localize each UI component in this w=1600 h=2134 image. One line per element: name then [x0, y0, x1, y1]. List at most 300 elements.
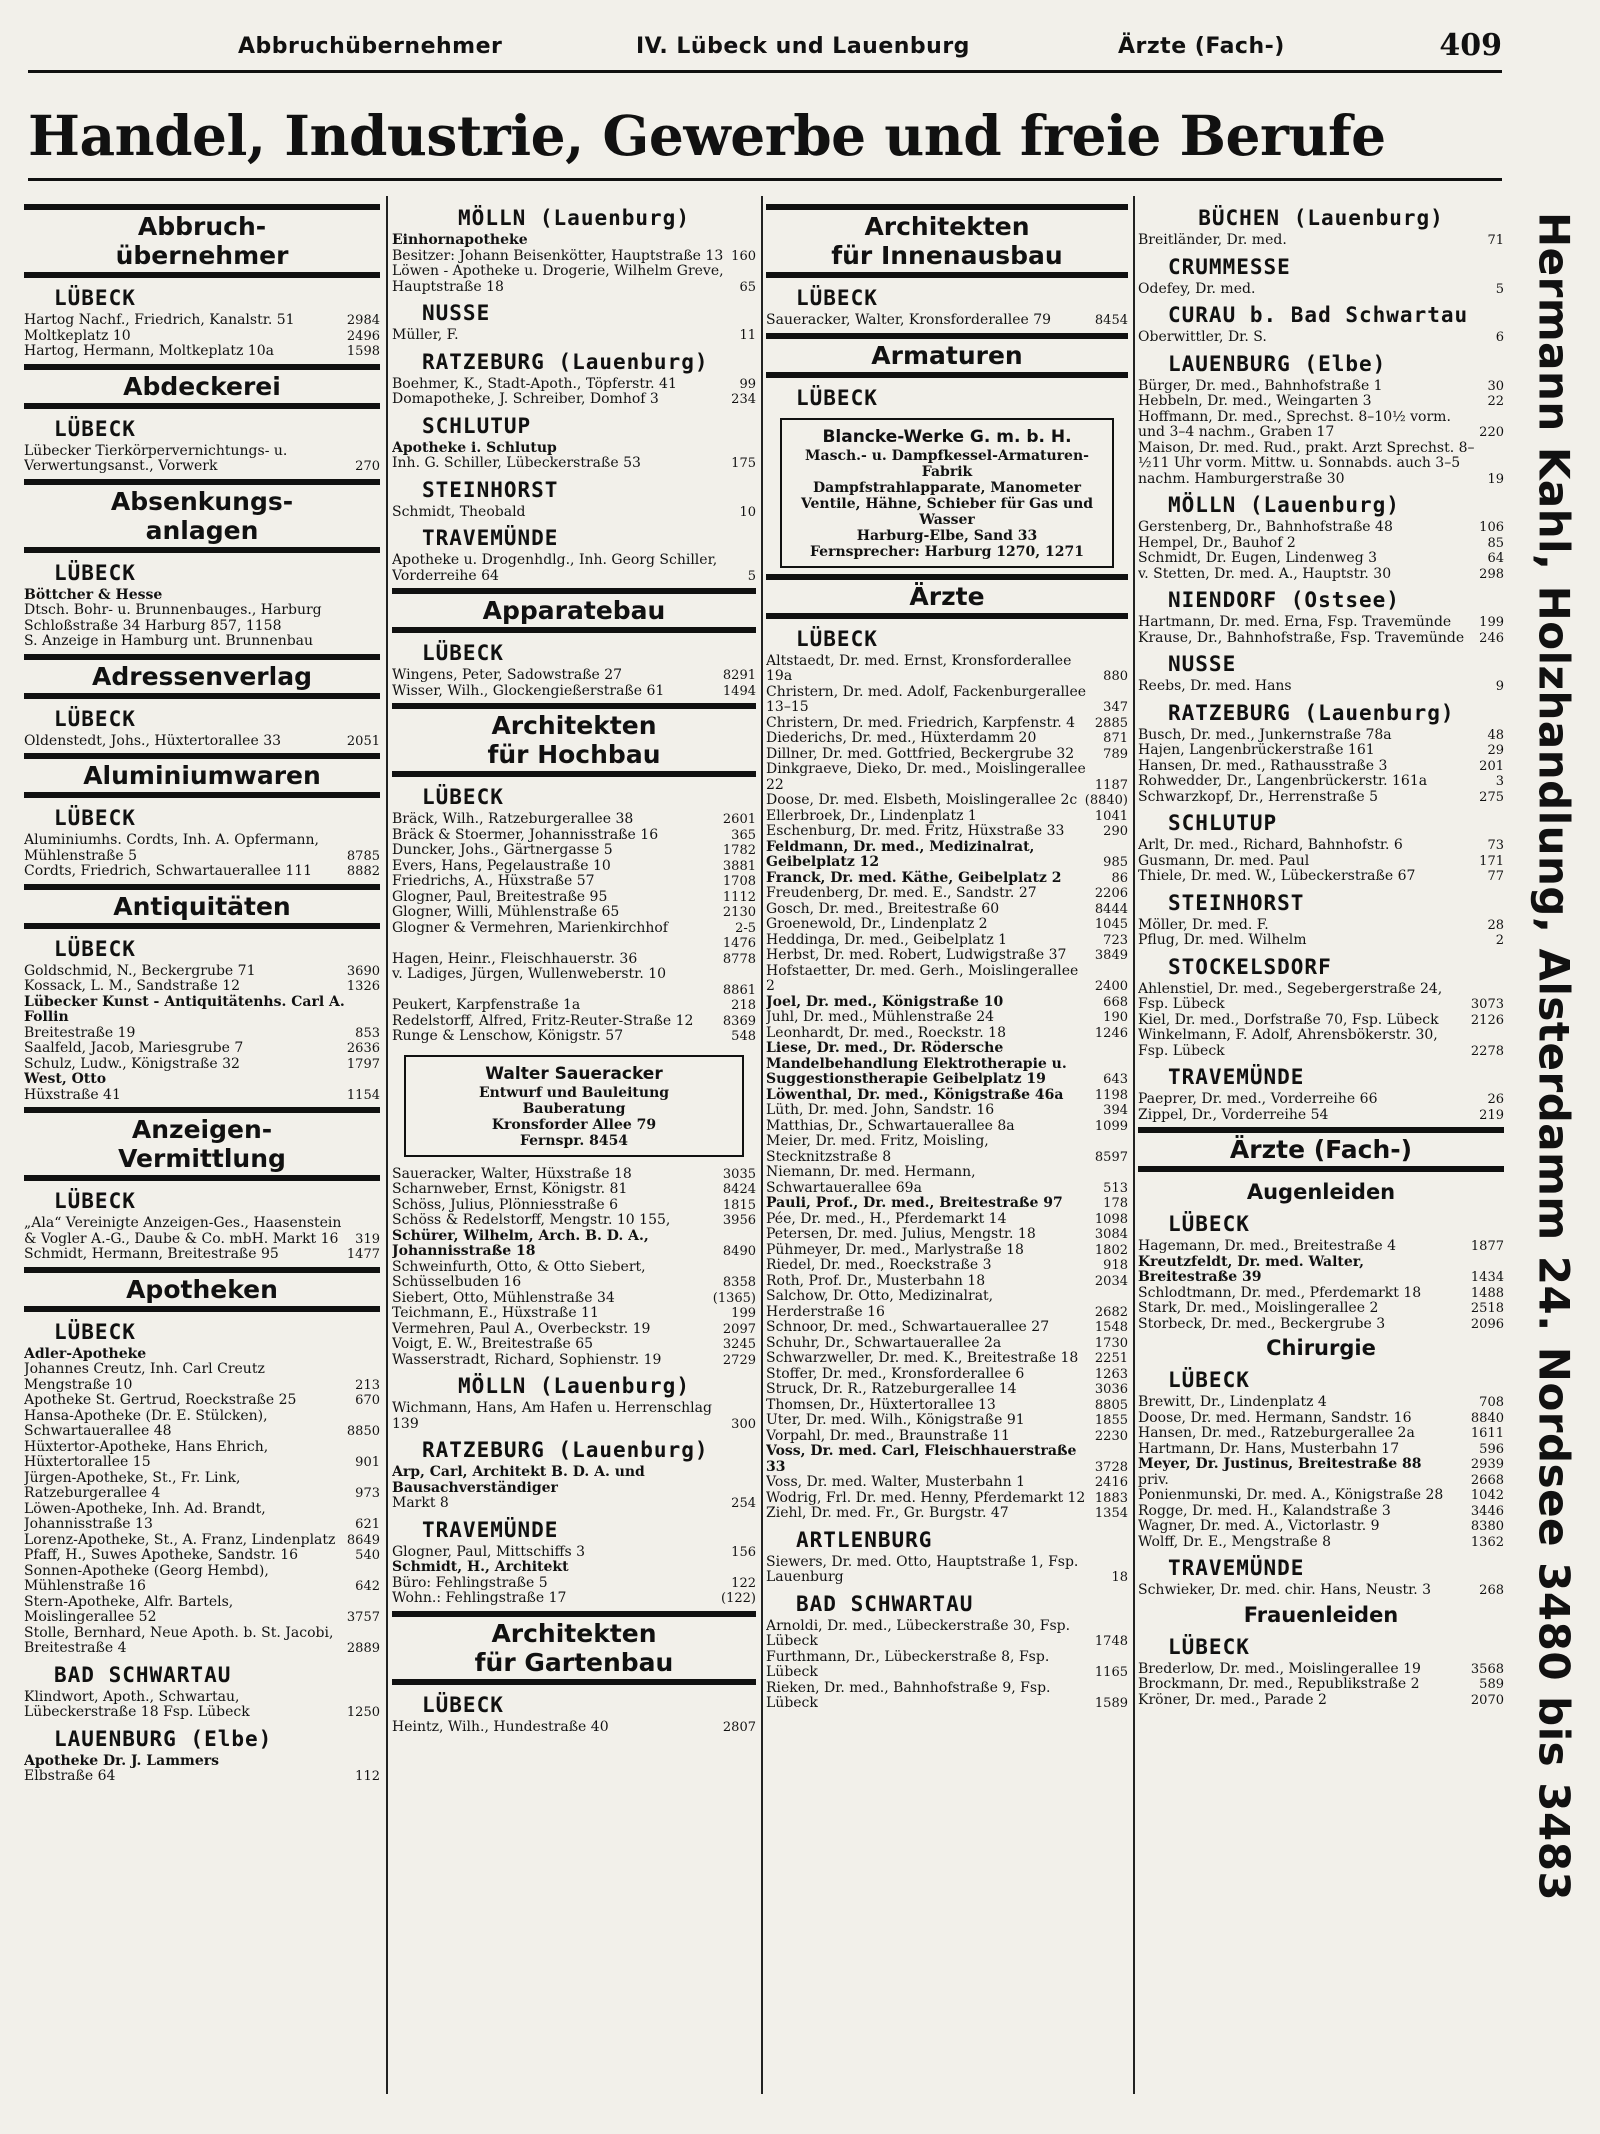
- directory-entry: [766, 1274, 1128, 1290]
- directory-entry: [766, 1398, 1128, 1414]
- entry-name: Kiel, Dr. med., Dorfstraße 70, Fsp. Lübeck: [1138, 1011, 1439, 1028]
- entry-name: Odefey, Dr. med.: [1138, 280, 1256, 297]
- entry-name: Rogge, Dr. med. H., Kalandstraße 3: [1138, 1502, 1391, 1519]
- entry-name: v. Stetten, Dr. med. A., Hauptstr. 30: [1138, 565, 1392, 582]
- entry-phone: 1730: [1094, 1335, 1128, 1351]
- entry-name: Schmidt, Hermann, Breitestraße 95: [24, 1246, 279, 1262]
- directory-entry: [1138, 1426, 1504, 1442]
- city-heading: NIENDORF (Ostsee): [1168, 588, 1400, 612]
- entry-name: Christern, Dr. med. Adolf, Fackenburgerallee 13–15: [766, 683, 1087, 715]
- entry-name: Voss, Dr. med. Walter, Musterbahn 1: [766, 1474, 1026, 1490]
- entry-name: Riedel, Dr. med., Roeckstraße 3: [766, 1257, 992, 1273]
- city-heading: RATZEBURG (Lauenburg): [1168, 700, 1455, 725]
- entry-phone: 2251: [1094, 1351, 1128, 1366]
- entry-name: Stark, Dr. med., Moislingerallee 2: [1138, 1300, 1379, 1316]
- directory-entry: [24, 1690, 380, 1721]
- directory-entry: [766, 886, 1128, 902]
- entry-phone: 2518: [1470, 1301, 1504, 1316]
- directory-entry: [392, 553, 756, 584]
- entry-name: Voigt, E. W., Breitestraße 65: [392, 1336, 594, 1352]
- directory-entry: [392, 1576, 756, 1592]
- column-4: [1138, 200, 1504, 2095]
- entry-name: Hoffmann, Dr. med., Sprechst. 8–10½ vorm. und 3–4 nachm., Graben 17: [1138, 408, 1451, 440]
- city-heading: LÜBECK: [422, 641, 504, 665]
- entry-name: Gosch, Dr. med., Breitestraße 60: [766, 900, 1000, 917]
- entry-phone: 1877: [1470, 1239, 1504, 1254]
- entry-phone: 319: [355, 1231, 380, 1247]
- directory-entry: [24, 1393, 380, 1409]
- entry-phone: 10: [739, 504, 756, 520]
- entry-name: Gerstenberg, Dr., Bahnhofstraße 48: [1138, 519, 1393, 535]
- directory-entry: [24, 444, 380, 475]
- entry-name: Friedrichs, A., Hüxstraße 57: [392, 873, 595, 889]
- directory-entry: [24, 1548, 380, 1564]
- directory-entry: [766, 933, 1128, 949]
- directory-entry: [766, 731, 1128, 747]
- directory-entry: [1138, 567, 1504, 583]
- directory-entry: [1138, 869, 1504, 885]
- header-right: Ärzte (Fach-): [1118, 34, 1285, 59]
- entry-phone: 548: [731, 1029, 756, 1044]
- directory-entry: [24, 603, 380, 619]
- entry-name: Wolff, Dr. E., Mengstraße 8: [1138, 1533, 1331, 1550]
- entry-phone: 2097: [722, 1321, 756, 1337]
- city-heading: TRAVEMÜNDE: [422, 526, 559, 550]
- entry-name: Lorenz-Apotheke, St., A. Franz, Lindenplatz: [24, 1531, 336, 1548]
- directory-entry: [1138, 1442, 1504, 1458]
- entry-name: Markt 8: [392, 1495, 449, 1511]
- directory-entry: [1138, 918, 1504, 934]
- entry-name: Schmidt, Dr. Eugen, Lindenweg 3: [1138, 550, 1378, 566]
- city-heading: CRUMMESSE: [1168, 254, 1291, 279]
- entry-phone: 85: [1487, 535, 1504, 551]
- directory-entry: [766, 1413, 1128, 1429]
- directory-entry: [766, 1429, 1128, 1445]
- entry-name: Johannes Creutz, Inh. Carl Creutz: [24, 1361, 265, 1377]
- directory-entry: [24, 1440, 380, 1471]
- entry-phone: 3446: [1470, 1503, 1504, 1519]
- entry-phone: 8424: [722, 1182, 756, 1197]
- entry-phone: 64: [1487, 551, 1504, 566]
- entry-phone: 621: [355, 1517, 380, 1532]
- entry-phone: 201: [1479, 758, 1504, 774]
- entry-name: Salchow, Dr. Otto, Medizinalrat, Herderstraße 16: [766, 1288, 994, 1320]
- entry-name: Pauli, Prof., Dr. med., Breitestraße 97: [766, 1195, 1063, 1211]
- section-heading: Antiquitäten: [24, 884, 380, 929]
- entry-name: Leonhardt, Dr. med., Roeckstr. 18: [766, 1024, 1006, 1041]
- entry-phone: 3084: [1094, 1227, 1128, 1242]
- entry-name: Glogner & Vermehren, Marienkirchhof: [392, 919, 668, 936]
- directory-entry: [766, 1506, 1128, 1522]
- directory-entry: [392, 921, 756, 937]
- directory-entry: [24, 1216, 380, 1247]
- entry-phone: 643: [1103, 1072, 1128, 1087]
- city-heading: MÖLLN (Lauenburg): [458, 1374, 690, 1398]
- city-heading: LÜBECK: [1168, 1368, 1250, 1392]
- entry-name: Voss, Dr. med. Carl, Fleischhauerstraße 33: [766, 1443, 1077, 1475]
- directory-entry: [766, 948, 1128, 964]
- directory-entry: [392, 441, 756, 457]
- directory-entry: [1138, 520, 1504, 536]
- directory-entry: [766, 917, 1128, 933]
- entry-phone: 2096: [1470, 1316, 1504, 1332]
- entry-phone: 1611: [1470, 1426, 1504, 1441]
- entry-name: Hagen, Heinr., Fleischhauerstr. 36: [392, 950, 638, 967]
- entry-phone: 290: [1103, 824, 1128, 839]
- entry-name: Hansen, Dr. med., Rathausstraße 3: [1138, 757, 1388, 774]
- entry-phone: 1476: [722, 936, 756, 951]
- vertical-advertisement: [1506, 212, 1600, 1902]
- entry-phone: 2206: [1094, 886, 1128, 901]
- directory-entry: [1138, 1013, 1504, 1029]
- directory-entry: [392, 1029, 756, 1045]
- column-1: [24, 200, 380, 2095]
- directory-entry: [1138, 1108, 1504, 1124]
- entry-phone: 2051: [346, 733, 380, 749]
- entry-phone: 99: [739, 376, 756, 392]
- entry-phone: 218: [731, 998, 756, 1013]
- directory-entry: [1138, 1519, 1504, 1535]
- entry-name: Schnoor, Dr. med., Schwartauerallee 27: [766, 1319, 1050, 1335]
- entry-name: Cordts, Friedrich, Schwartauerallee 111: [24, 863, 313, 879]
- ad-line: Ventile, Hähne, Schieber für Gas und Wasser: [800, 495, 1094, 528]
- directory-entry: [392, 233, 756, 249]
- entry-name: Brockmann, Dr. med., Republikstraße 2: [1138, 1676, 1420, 1692]
- subsection-heading: Augenleiden: [1246, 1180, 1396, 1204]
- directory-entry: [1138, 631, 1504, 647]
- section-heading: Apotheken: [24, 1267, 380, 1312]
- column-divider: [761, 196, 763, 2094]
- directory-entry: [392, 1720, 756, 1736]
- entry-phone: 2400: [1094, 979, 1128, 994]
- city-heading: LÜBECK: [422, 1692, 504, 1717]
- entry-phone: 106: [1479, 520, 1504, 535]
- ad-line: Harburg-Elbe, Sand 33: [856, 527, 1038, 544]
- directory-entry: [24, 1595, 380, 1626]
- directory-entry: [392, 1545, 756, 1561]
- city-heading: LÜBECK: [54, 416, 136, 441]
- directory-entry: [1138, 441, 1504, 488]
- entry-phone: 29: [1487, 743, 1504, 758]
- entry-phone: 3073: [1470, 997, 1504, 1012]
- section-heading: Architekten für Innenausbau: [766, 204, 1128, 278]
- entry-name: Rieken, Dr. med., Bahnhofstraße 9, Fsp. Lübeck: [766, 1679, 1051, 1711]
- entry-phone: (122): [721, 1591, 756, 1606]
- entry-name: Mengstraße 10: [24, 1376, 133, 1393]
- ad-line: Fernsprecher: Harburg 1270, 1271: [810, 543, 1084, 560]
- entry-phone: 300: [731, 1416, 756, 1432]
- directory-entry: [1138, 854, 1504, 870]
- entry-name: Apotheke i. Schlutup: [392, 439, 557, 456]
- directory-entry: [392, 1465, 756, 1496]
- entry-name: Krause, Dr., Bahnhofstraße, Fsp. Travemünde: [1138, 629, 1465, 646]
- entry-name: Wichmann, Hans, Am Hafen u. Herrenschlag 139: [392, 1400, 712, 1432]
- entry-phone: 2729: [722, 1352, 756, 1368]
- entry-phone: 540: [355, 1548, 380, 1563]
- entry-name: Hansa-Apotheke (Dr. E. Stülcken), Schwartauerallee 48: [24, 1407, 268, 1439]
- city-heading: STEINHORST: [1168, 890, 1305, 915]
- entry-phone: 246: [1479, 630, 1504, 646]
- entry-phone: 1198: [1094, 1087, 1128, 1103]
- entry-name: Lübecker Kunst - Antiquitätenhs. Carl A. Follin: [24, 993, 345, 1025]
- entry-phone: 2889: [346, 1641, 380, 1656]
- entry-phone: 2885: [1094, 715, 1128, 731]
- directory-entry: [766, 1196, 1128, 1212]
- entry-name: Schwarzkopf, Dr., Herrenstraße 5: [1138, 788, 1379, 805]
- entry-name: Pflug, Dr. med. Wilhelm: [1138, 932, 1307, 948]
- entry-phone: (1365): [712, 1290, 756, 1306]
- directory-entry: [392, 1591, 756, 1607]
- entry-phone: 1782: [722, 843, 756, 858]
- entry-phone: (8840): [1084, 793, 1128, 808]
- entry-name: S. Anzeige in Hamburg unt. Brunnenbau: [24, 633, 314, 649]
- entry-phone: 596: [1479, 1441, 1504, 1457]
- directory-entry: [24, 1362, 380, 1378]
- entry-phone: 1434: [1470, 1270, 1504, 1285]
- entry-name: Groenewold, Dr., Lindenplatz 2: [766, 916, 988, 932]
- directory-entry: [766, 1165, 1128, 1196]
- entry-phone: 1815: [722, 1197, 756, 1213]
- entry-name: Stern-Apotheke, Alfr. Bartels, Moislingerallee 52: [24, 1593, 234, 1625]
- entry-name: Glogner, Paul, Breitestraße 95: [392, 888, 608, 905]
- entry-phone: 8649: [346, 1532, 380, 1548]
- directory-entry: [1138, 394, 1504, 410]
- entry-phone: 9: [1495, 679, 1504, 694]
- entry-name: Doose, Dr. med. Hermann, Sandstr. 16: [1138, 1409, 1412, 1426]
- entry-phone: 2034: [1094, 1273, 1128, 1289]
- directory-entry: [392, 505, 756, 521]
- directory-entry: [1138, 679, 1504, 695]
- entry-phone: 156: [731, 1544, 756, 1560]
- directory-entry: [392, 890, 756, 906]
- entry-phone: 199: [731, 1306, 756, 1321]
- column-3: [766, 200, 1128, 2095]
- directory-entry: [1138, 551, 1504, 567]
- entry-phone: 1548: [1094, 1320, 1128, 1335]
- entry-name: Reebs, Dr. med. Hans: [1138, 678, 1292, 694]
- directory-entry: [392, 998, 756, 1014]
- entry-phone: 65: [739, 279, 756, 295]
- entry-phone: 3956: [722, 1213, 756, 1228]
- entry-phone: 2636: [346, 1041, 380, 1056]
- entry-phone: 122: [731, 1575, 756, 1591]
- entry-name: Roth, Prof. Dr., Musterbahn 18: [766, 1272, 986, 1289]
- entry-name: Schwarzweller, Dr. med. K., Breitestraße 18: [766, 1350, 1079, 1366]
- subsection-heading: Frauenleiden: [1243, 1602, 1399, 1627]
- directory-entry: [24, 1471, 380, 1502]
- entry-name: Paeprer, Dr. med., Vorderreihe 66: [1138, 1091, 1378, 1107]
- directory-entry: [392, 249, 756, 265]
- section-heading: Apparatebau: [392, 588, 756, 633]
- directory-entry: [1138, 1317, 1504, 1333]
- entry-phone: 8597: [1094, 1149, 1128, 1165]
- entry-name: Schwieker, Dr. med. chir. Hans, Neustr. 3: [1138, 1582, 1432, 1598]
- entry-phone: 1263: [1094, 1366, 1128, 1382]
- directory-entry: [766, 1134, 1128, 1165]
- directory-entry: [766, 762, 1128, 793]
- ad-line: Bauberatung: [522, 1100, 626, 1117]
- entry-phone: 6: [1495, 330, 1504, 345]
- entry-name: West, Otto: [24, 1071, 107, 1087]
- entry-name: Wasserstradt, Richard, Sophienstr. 19: [392, 1351, 662, 1368]
- entry-phone: 8850: [346, 1424, 380, 1439]
- entry-phone: 3757: [346, 1610, 380, 1625]
- directory-entry: [392, 1337, 756, 1353]
- header-center: IV. Lübeck und Lauenburg: [636, 34, 970, 59]
- entry-phone: 2668: [1470, 1472, 1504, 1488]
- directory-entry: [24, 1378, 380, 1394]
- directory-entry: [24, 1502, 380, 1533]
- entry-name: Büro: Fehlingstraße 5: [392, 1574, 548, 1591]
- entry-phone: 220: [1479, 425, 1504, 440]
- entry-name: Brewitt, Dr., Lindenplatz 4: [1138, 1394, 1327, 1410]
- entry-name: priv.: [1138, 1471, 1169, 1488]
- city-heading: RATZEBURG (Lauenburg): [422, 1438, 709, 1462]
- entry-phone: 1250: [346, 1705, 380, 1720]
- entry-phone: 3849: [1094, 948, 1128, 963]
- directory-entry: [392, 859, 756, 875]
- entry-phone: 789: [1103, 746, 1128, 762]
- entry-phone: 1362: [1470, 1534, 1504, 1550]
- entry-name: Schweinfurth, Otto, & Otto Siebert, Schüsselbuden 16: [392, 1258, 646, 1290]
- directory-entry: [392, 1198, 756, 1214]
- entry-phone: 1042: [1470, 1488, 1504, 1503]
- directory-entry: [24, 1072, 380, 1088]
- entry-phone: 1326: [346, 979, 380, 994]
- entry-name: Bräck & Stoermer, Johannisstraße 16: [392, 826, 659, 843]
- directory-entry: [766, 964, 1128, 995]
- entry-name: Domapotheke, J. Schreiber, Domhof 3: [392, 391, 659, 407]
- directory-entry: [1138, 1488, 1504, 1504]
- directory-entry: [1138, 1457, 1504, 1473]
- entry-phone: 30: [1487, 378, 1504, 394]
- directory-entry: [392, 843, 756, 859]
- entry-phone: 18: [1111, 1570, 1128, 1585]
- section-heading: Ärzte (Fach-): [1138, 1127, 1504, 1172]
- directory-entry: [766, 1336, 1128, 1352]
- entry-name: Petersen, Dr. med. Julius, Mengstr. 18: [766, 1226, 1036, 1242]
- city-heading: TRAVEMÜNDE: [422, 1517, 559, 1542]
- entry-phone: 275: [1479, 789, 1504, 805]
- entry-phone: 2807: [722, 1719, 756, 1735]
- entry-phone: 190: [1103, 1010, 1128, 1025]
- entry-name: Löwenthal, Dr. med., Königstraße 46a: [766, 1086, 1064, 1103]
- entry-name: Stoffer, Dr. med., Kronsforderallee 6: [766, 1365, 1025, 1382]
- directory-entry: [766, 1681, 1128, 1712]
- directory-entry: [1138, 1301, 1504, 1317]
- directory-entry: [1138, 1504, 1504, 1520]
- directory-entry: [766, 1444, 1128, 1475]
- directory-entry: [392, 377, 756, 393]
- city-heading: BAD SCHWARTAU: [54, 1662, 232, 1687]
- entry-name: Herbst, Dr. med. Robert, Ludwigstraße 37: [766, 947, 1067, 963]
- directory-entry: [392, 1229, 756, 1260]
- column-2: [392, 200, 756, 2095]
- subsection-heading: Chirurgie: [1266, 1336, 1376, 1360]
- directory-entry: [24, 1088, 380, 1104]
- entry-name: Redelstorff, Alfred, Fritz-Reuter-Straße 12: [392, 1012, 694, 1029]
- page-title: Handel, Industrie, Gewerbe und freie Berufe: [28, 103, 1386, 168]
- entry-phone: 3036: [1094, 1382, 1128, 1397]
- entry-name: Struck, Dr. R., Ratzeburgerallee 14: [766, 1381, 1017, 1397]
- directory-entry: [392, 874, 756, 890]
- directory-entry: [1138, 1662, 1504, 1678]
- section-heading: Aluminiumwaren: [24, 753, 380, 798]
- entry-phone: 8882: [346, 864, 380, 879]
- directory-entry: [766, 1243, 1128, 1259]
- entry-name: Oberwittler, Dr. S.: [1138, 329, 1267, 345]
- entry-name: Dtsch. Bohr- u. Brunnenbauges., Harburg: [24, 602, 322, 618]
- entry-name: Maison, Dr. med. Rud., prakt. Arzt Sprechst. 8–½11 Uhr vorm. Mittw. u. Sonnabds. auch 3–5 nachm. Hamburgerstraße 30: [1138, 439, 1475, 487]
- entry-name: Hüxstraße 41: [24, 1086, 121, 1103]
- entry-name: Vermehren, Paul A., Overbeckstr. 19: [392, 1320, 651, 1337]
- directory-entry: [24, 1754, 380, 1770]
- entry-name: Einhornapotheke: [392, 232, 528, 248]
- entry-name: Jürgen-Apotheke, St., Fr. Link, Ratzeburgerallee 4: [24, 1469, 241, 1501]
- entry-name: Wisser, Wilh., Glockengießerstraße 61: [392, 682, 665, 699]
- city-heading: NUSSE: [422, 301, 491, 325]
- entry-phone: 2984: [346, 313, 380, 328]
- entry-phone: 973: [355, 1486, 380, 1501]
- entry-phone: 642: [355, 1579, 380, 1594]
- directory-entry: [392, 812, 756, 828]
- entry-name: Ahlenstiel, Dr. med., Segebergerstraße 24, Fsp. Lübeck: [1138, 980, 1443, 1012]
- entry-name: Hartmann, Dr. Hans, Musterbahn 17: [1138, 1440, 1400, 1457]
- directory-entry: [392, 668, 756, 684]
- entry-phone: 1855: [1094, 1413, 1128, 1428]
- city-heading: TRAVEMÜNDE: [1168, 1556, 1305, 1580]
- entry-name: Christern, Dr. med. Friedrich, Karpfenstr. 4: [766, 714, 1076, 731]
- entry-phone: 298: [1479, 566, 1504, 582]
- entry-name: Heddinga, Dr. med., Geibelplatz 1: [766, 931, 1008, 948]
- column-divider: [1133, 196, 1135, 2094]
- entry-name: Hofstaetter, Dr. med. Gerh., Moislingerallee 2: [766, 962, 1079, 994]
- entry-name: Schmidt, Theobald: [392, 503, 526, 520]
- section-heading: Architekten für Gartenbau: [392, 1611, 756, 1685]
- entry-name: Siewers, Dr. med. Otto, Hauptstraße 1, Fsp. Lauenburg: [766, 1553, 1079, 1585]
- entry-name: Schöss, Julius, Plönniesstraße 6: [392, 1196, 618, 1213]
- entry-name: Meier, Dr. med. Fritz, Moisling, Stecknitzstraße 8: [766, 1133, 989, 1165]
- directory-entry: [24, 1409, 380, 1440]
- entry-phone: 365: [731, 827, 756, 843]
- city-heading: LÜBECK: [796, 626, 878, 651]
- directory-entry: [1138, 1239, 1504, 1255]
- entry-phone: 1246: [1094, 1025, 1128, 1041]
- entry-name: Apotheke St. Gertrud, Roeckstraße 25: [24, 1392, 297, 1408]
- city-heading: NUSSE: [1168, 652, 1237, 676]
- entry-phone: 2682: [1094, 1304, 1128, 1320]
- city-heading: SCHLUTUP: [422, 413, 532, 438]
- entry-name: Busch, Dr. med., Junkernstraße 78a: [1138, 726, 1392, 743]
- directory-entry: [766, 840, 1128, 871]
- directory-entry: [392, 905, 756, 921]
- entry-phone: 3035: [722, 1166, 756, 1182]
- entry-phone: 394: [1103, 1103, 1128, 1118]
- entry-phone: 5: [1495, 281, 1504, 297]
- entry-phone: 708: [1479, 1395, 1504, 1410]
- directory-entry: [766, 313, 1128, 329]
- entry-phone: 270: [355, 459, 380, 474]
- entry-name: Joel, Dr. med., Königstraße 10: [766, 993, 1004, 1010]
- entry-phone: 985: [1103, 855, 1128, 870]
- entry-phone: 871: [1103, 731, 1128, 746]
- entry-phone: 254: [731, 1496, 756, 1511]
- city-heading: BÜCHEN (Lauenburg): [1198, 206, 1444, 230]
- entry-name: Hartog Nachf., Friedrich, Kanalstr. 51: [24, 312, 295, 328]
- entry-phone: 1477: [346, 1247, 380, 1262]
- directory-entry: [392, 328, 756, 344]
- directory-entry: [392, 983, 756, 999]
